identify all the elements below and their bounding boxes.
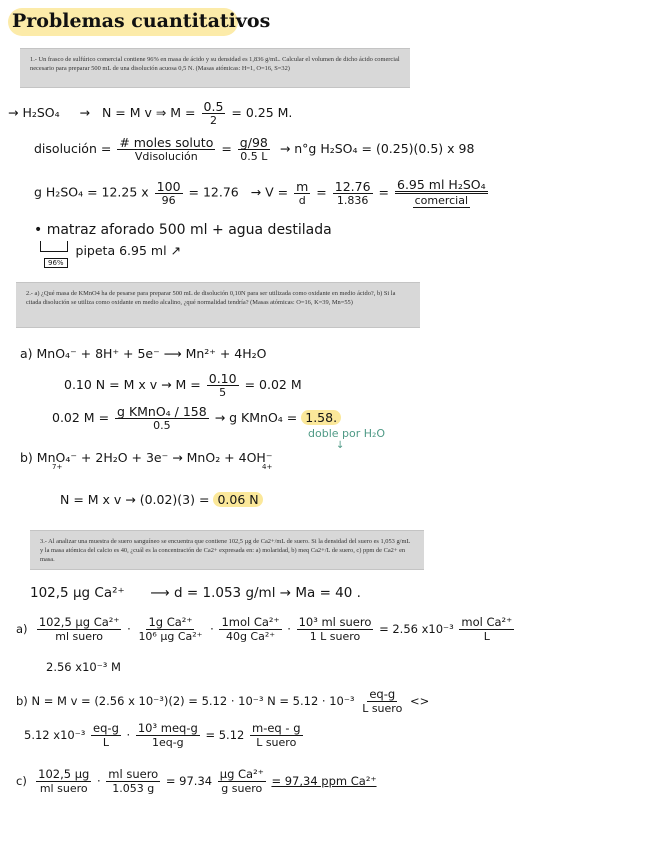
p3-molarity-value: = 2.56 x10⁻³ [379,622,454,636]
p3-meq-unit: $\frac{eq-g}{L}$ [93,721,119,749]
p2-molarity-calc: 0.10 N = M x v → M = [64,377,201,392]
p3-normality-unit: $\frac{eq-g}{\text{L suero}}$ [362,687,403,715]
p3-meq-result-unit: $\frac{m-eq - g}{\text{L suero}}$ [252,721,301,749]
problem-card-2 [16,282,420,328]
p1-line4: • matraz aforado 500 ml + agua destilada [34,222,332,238]
problem-text-2: 2.- a) ¿Qué masa de KMnO4 ha de pesarse para preparar 500 mL de disolución 0,10N para ser utilizada como oxidante en medio ácido?, b) Si la citada disolución se utiliza como oxidante en medio alcalino, ¿qué normalidad tendría? (Masas atómicas: O=16, K=39, Mn=55) [26,290,396,306]
p3-factor-1: $\frac{\text{102,5 µg Ca²⁺}}{\text{ml suero}}$ [38,615,120,643]
p3-header [30,585,361,601]
p3-line-c [16,768,377,795]
p1-result-molarity: = 0.25 M. [231,105,293,120]
p1-grams-result: = 12.76 [188,184,239,200]
p1-fraction: $\frac{0.5}{2}$ [203,99,224,127]
p2-normality-calc: N = M x v → (0.02)(3) = [60,492,210,507]
p2-fraction-kmno4: $\frac{\text{g KMnO₄ / 158}}{0.5}$ [117,404,207,432]
p1-pipette: pipeta 6.95 ml ↗ [75,243,181,258]
p2-normality-result: 0.06 N [213,492,262,507]
p3-equivalence-symbol: <> [409,694,430,708]
p3-line-b2 [24,722,305,749]
p1-fraction-g98: $\frac{g/98}{0.5 L}$ [239,135,268,163]
p2-reaction-basic: b) MnO₄⁻ + 2H₂O + 3e⁻ → MnO₂ + 4OH⁻ [20,450,273,465]
p3-density-mass: ⟶ d = 1.053 g/ml → Ma = 40 . [150,585,361,601]
p1-label-disolucion: disolución = [34,141,112,156]
p2-line-b2 [60,492,263,507]
p3-c-factor-1: $\frac{\text{102,5 µg}}{\text{ml suero}}$ [38,767,90,795]
p3-c-dot: · [96,774,101,788]
flask-sketch [40,241,68,252]
p3-factor-4: $\frac{\text{10³ ml suero}}{\text{1 L suero}}$ [298,615,372,643]
p2-molarity-result: = 0.02 M [244,377,302,392]
p3-ppm-unit: $\frac{\text{µg Ca²⁺}}{\text{g suero}}$ [219,767,264,795]
p3-c-factor-2: $\frac{\text{ml suero}}{1.053 g}$ [108,767,159,795]
p3-line-a: a) $\frac{\text{102,5 µg Ca²⁺}}{\text{ml suero}}$ · $\frac{\text{1g Ca²⁺}}{\text{10⁶ µg Ca²⁺}}$ · $\frac{\text{1mol Ca²⁺}}{\text{40g Ca²⁺}}$ · $\frac{\text{10³ ml suero}}{\text{1 L suero}}$ = 2.56 x10⁻³ $\frac{\text{mol Ca²⁺}}{L}$ [16,615,513,643]
p2-note-arrow: ↓ [336,440,345,451]
p3-line-b1 [16,688,429,715]
p1-eq2: = [316,184,327,200]
p1-fraction-volume: $\frac{12.76}{1.836}$ [334,178,371,207]
p2-mass-eq: 0.02 M = [52,410,110,425]
p1-volume-label: → V = [250,184,289,200]
p3-normality-calc: b) N = M v = (2.56 x 10⁻³)(2) = 5.12 · 10⁻³ N = 5.12 · 10⁻³ [16,694,355,708]
p1-arrow: → [79,105,91,120]
p1-grams-h2so4: g H₂SO₄ = 12.25 x [34,184,149,200]
problem-text-1: 1.- Un frasco de sulfúrico comercial contiene 96% en masa de ácido y su densidad es 1,836 g/mL. Calcular el volumen de dicho ácido comercial necesario para preparar 500 mL de una disolución acuosa 0,5 N. (Masas atómicas: H=1, O=16, S=32) [30,56,400,72]
p2-reaction-acid: a) MnO₄⁻ + 8H⁺ + 5e⁻ ⟶ Mn²⁺ + 4H₂O [20,346,267,361]
p1-final-volume: $\frac{\text{6.95 ml H₂SO₄}}{\text{comercial}}$ [397,177,486,207]
flask-label: 96% [44,258,68,268]
p3-concentration: 102,5 µg Ca²⁺ [30,585,125,601]
p3-label-a: a) [16,622,28,636]
p2-note: doble por H₂O [308,427,386,440]
p1-grams-calc: → n°g H₂SO₄ = (0.25)(0.5) x 98 [279,141,475,156]
p2-fraction-010: $\frac{0.10}{5}$ [208,371,237,399]
p3-dot: · [126,728,131,742]
p2-mass-label: → g KMnO₄ = [214,410,298,425]
p3-meq-value: 5.12 x10⁻³ [24,728,86,742]
p3-ppm-value: = 97.34 [165,774,213,788]
p1-compound: → H₂SO₄ [8,105,60,120]
p1-line3 [34,178,490,208]
p3-factor-3: $\frac{\text{1mol Ca²⁺}}{\text{40g Ca²⁺}}$ [221,615,280,643]
p1-eq: = [221,141,232,156]
problem-card-1 [20,48,410,88]
p2-ox-state-1: 7+ [52,463,63,471]
p3-meq-factor: $\frac{\text{10³ meq-g}}{1eq-g}$ [137,721,198,749]
problem-text-3: 3.- Al analizar una muestra de suero sanguíneo se encuentra que contiene 102,5 µg de Ca2+/mL de suero. Si la densidad del suero es 1,053 g/mL y la masa atómica del calcio es 40, ¿cuál es la concentración de Ca2+ expresada en: a) molaridad, b) meq Ca2+/L de suero, c) ppm de Ca2+ en masa. [40,538,411,563]
p2-line-a2 [64,372,302,399]
p1-formula: N = M v ⇒ M = [101,105,196,120]
p3-factor-2: $\frac{\text{1g Ca²⁺}}{\text{10⁶ µg Ca²⁺}}$ [138,615,203,643]
p1-fraction-purity: $\frac{100}{96}$ [156,178,181,207]
p3-molarity-result: 2.56 x10⁻³ M [46,660,121,674]
p3-label-c: c) [16,774,27,788]
p1-eq3: = [378,184,390,200]
p3-meq-result: = 5.12 [205,728,245,742]
problem-card-3 [30,530,424,570]
p1-line1 [8,100,292,127]
p3-molarity-unit: $\frac{\text{mol Ca²⁺}}{L}$ [461,615,513,643]
p2-ox-state-2: 4+ [262,463,273,471]
p1-line2 [34,136,474,163]
p1-line5 [44,243,181,267]
page-title: Problemas cuantitativos [12,10,271,32]
p3-ppm-result: = 97,34 ppm Ca²⁺ [271,774,377,788]
p1-fraction-moles: $\frac{\text{\# moles soluto}}{\text{Vdisolución}}$ [119,135,214,163]
p2-line-a3 [52,405,341,432]
p1-fraction-md: $\frac{m}{d}$ [296,178,309,207]
p2-mass-result: 1.58. [301,410,341,425]
